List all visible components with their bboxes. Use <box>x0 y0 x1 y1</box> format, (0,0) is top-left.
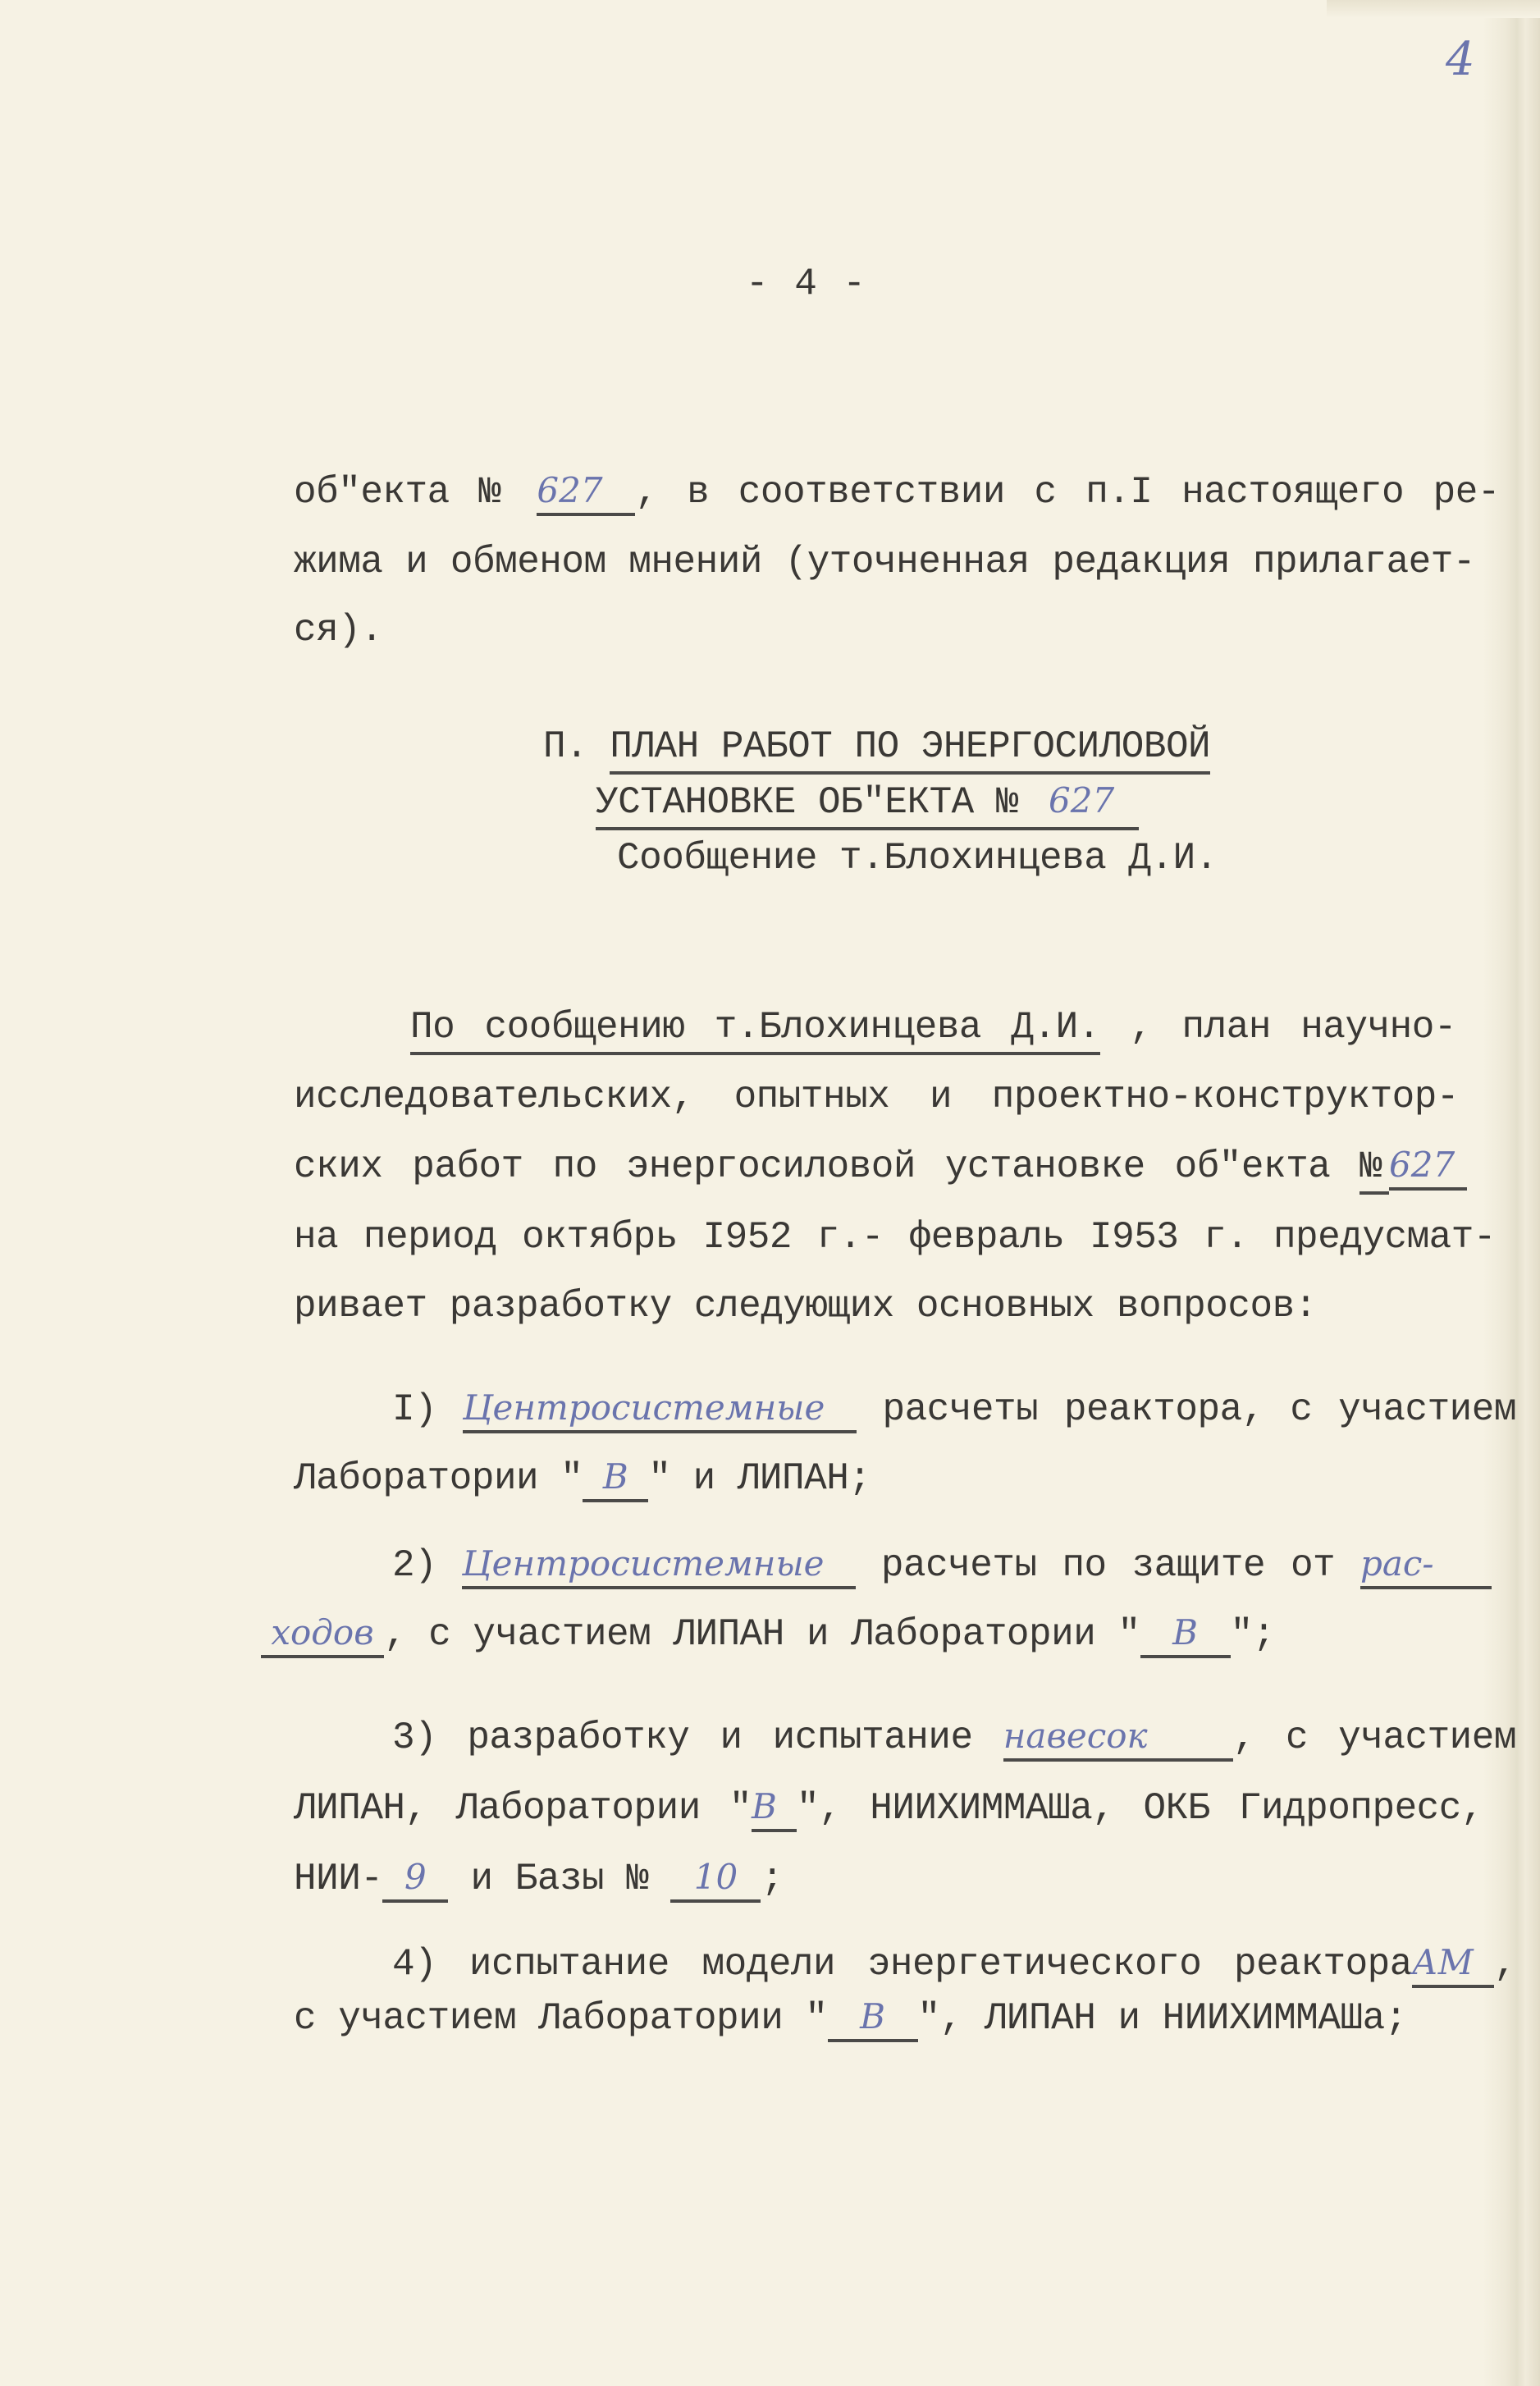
para-line-2: исследовательских, опытных и проектно-конструктор- <box>294 1076 1459 1118</box>
typed-text: ", НИИХИММАШа, ОКБ Гидропресс, <box>797 1787 1483 1830</box>
typed-text: ских работ по энергосиловой установке об"екта <box>294 1145 1360 1188</box>
para-line-1 <box>410 1003 1456 1052</box>
section-heading-line-2 <box>596 778 1540 827</box>
handwritten-fill: 10 <box>670 1855 761 1903</box>
para-line-5: ривает разработку следующих основных вопросов: <box>294 1285 1317 1328</box>
typed-text: ", ЛИПАН и НИИХИММАШа; <box>917 1997 1407 2040</box>
handwritten-fill: 627 <box>1049 780 1115 820</box>
item-3-line-3 <box>294 1854 1500 1904</box>
handwritten-fill: Центросистемные <box>463 1386 857 1433</box>
handwritten-fill: В <box>828 1995 918 2042</box>
item-3-line-1 <box>392 1713 1516 1762</box>
page-number: - 4 - <box>745 263 868 305</box>
section-numeral: П. <box>543 725 588 768</box>
intro-line-3: ся). <box>294 609 383 651</box>
handwritten-fill: 627 <box>537 469 635 516</box>
para-line-4: на период октябрь I952 г.- февраль I953 г. предусмат- <box>294 1216 1496 1259</box>
handwritten-fill: 627 <box>1389 1143 1467 1191</box>
item-1-line-1 <box>392 1385 1516 1434</box>
item-4-line-1 <box>392 1940 1516 1989</box>
typed-text: 3) разработку и испытание <box>392 1716 1003 1759</box>
typed-text: ; <box>761 1858 784 1900</box>
section-title: ПЛАН РАБОТ ПО ЭНЕРГОСИЛОВОЙ <box>610 725 1210 775</box>
typed-text: и Базы № <box>448 1858 671 1900</box>
typed-text: ЛИПАН, Лаборатории " <box>294 1787 752 1830</box>
handwritten-fill: ходов <box>261 1611 384 1658</box>
typed-text: Лаборатории " <box>294 1457 583 1500</box>
item-3-line-2 <box>294 1784 1483 1833</box>
typed-text: , план научно- <box>1099 1006 1456 1049</box>
section-heading-line-1 <box>543 722 1540 771</box>
page-stack-top-edge <box>1327 0 1540 18</box>
item-1-line-2 <box>294 1454 1500 1503</box>
typed-text: , с участием <box>1232 1716 1516 1759</box>
item-number: 2) <box>392 1544 463 1587</box>
para-line-3 <box>294 1142 1467 1191</box>
handwritten-fill: навесок <box>1003 1714 1233 1762</box>
typed-text: НИИ- <box>294 1858 383 1900</box>
typed-text: , с участием ЛИПАН и Лаборатории " <box>384 1613 1140 1656</box>
intro-line-1 <box>294 468 1500 517</box>
handwritten-fill: 9 <box>382 1855 448 1903</box>
section-title: УСТАНОВКЕ ОБ"ЕКТА № <box>596 781 1041 824</box>
intro-line-2: жима и обменом мнений (уточненная редакция прилагает- <box>294 541 1475 583</box>
item-2-line-1 <box>392 1541 1492 1590</box>
handwritten-fill: рас- <box>1360 1542 1492 1589</box>
typed-text: расчеты по защите от <box>856 1544 1360 1587</box>
item-4-line-2 <box>294 1994 1500 2043</box>
typed-text: № <box>1359 1145 1389 1195</box>
typed-text: " и ЛИПАН; <box>648 1457 871 1500</box>
handwritten-fill: Центросистемные <box>462 1542 856 1589</box>
section-subtitle: Сообщение т.Блохинцева Д.И. <box>617 837 1218 880</box>
item-2-line-2 <box>261 1610 1467 1659</box>
handwritten-page-mark: 4 <box>1446 33 1475 86</box>
typed-text: расчеты реактора, с участием <box>856 1388 1516 1431</box>
handwritten-fill: В <box>583 1455 648 1502</box>
typed-text: , <box>1493 1943 1516 1986</box>
handwritten-fill: В <box>1140 1611 1231 1658</box>
typed-text: "; <box>1230 1613 1275 1656</box>
typed-text: об"екта № <box>294 471 537 514</box>
reporter-name: По сообщению т.Блохинцева Д.И. <box>410 1006 1100 1055</box>
typed-text: с участием Лаборатории " <box>294 1997 828 2040</box>
item-number: I) <box>392 1388 463 1431</box>
handwritten-fill: АМ <box>1412 1940 1494 1988</box>
handwritten-fill: В <box>752 1785 797 1832</box>
typed-text: , в соответствии с п.I настоящего ре- <box>635 471 1500 514</box>
typed-text: 4) испытание модели энергетического реактора <box>392 1943 1412 1986</box>
